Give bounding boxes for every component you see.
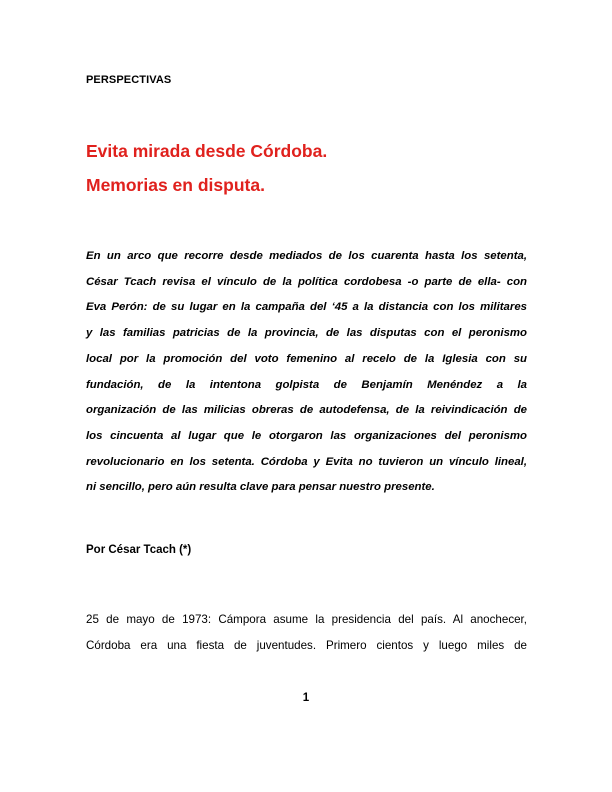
lead-line: César Tcach revisa el vínculo de la política cordobesa -o parte de ella- con — [86, 275, 527, 288]
lead-line: En un arco que recorre desde mediados de los cuarenta hasta los setenta, — [86, 250, 527, 262]
lead-line: organización de las milicias obreras de autodefensa, de la reivindicación de — [86, 404, 527, 417]
lead-line: ni sencillo, pero aún resulta clave para pensar nuestro presente. — [86, 481, 435, 494]
article-title-line-1: Evita mirada desde Córdoba. — [86, 141, 328, 161]
page-number: 1 — [302, 692, 310, 704]
lead-paragraph — [86, 244, 527, 501]
body-paragraph — [86, 607, 527, 659]
section-label: PERSPECTIVAS — [86, 74, 172, 86]
body-line: Córdoba era una fiesta de juventudes. Primero cientos y luego miles de — [86, 639, 527, 652]
byline: Por César Tcach (*) — [86, 544, 192, 556]
lead-line: Eva Perón: de su lugar en la campaña del ‘45 a la distancia con los militares — [86, 301, 527, 314]
body-line: 25 de mayo de 1973: Cámpora asume la presidencia del país. Al anochecer, — [86, 613, 527, 626]
article-title-line-2: Memorias en disputa. — [86, 175, 265, 195]
lead-line: los cincuenta al lugar que le otorgaron las organizaciones del peronismo — [86, 429, 527, 442]
lead-line: y las familias patricias de la provincia, de las disputas con el peronismo — [86, 327, 527, 340]
lead-line: fundación, de la intentona golpista de Benjamín Menéndez a la — [86, 378, 527, 391]
lead-line: revolucionario en los setenta. Córdoba y Evita no tuvieron un vínculo lineal, — [86, 455, 527, 468]
lead-line: local por la promoción del voto femenino al recelo de la Iglesia con su — [86, 352, 527, 365]
